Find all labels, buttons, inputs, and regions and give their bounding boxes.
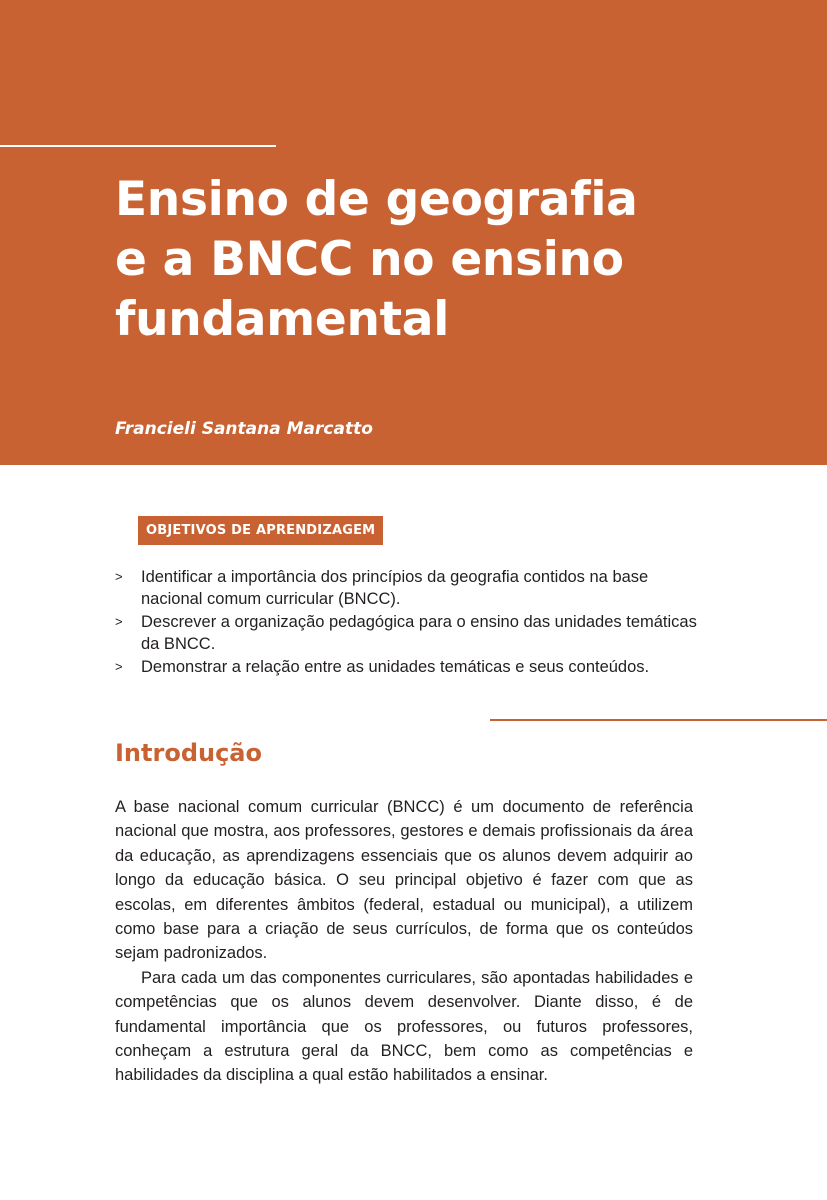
objective-text: Identificar a importância dos princípios da geografia contidos na base nacional comum curricular (BNCC). bbox=[141, 568, 649, 608]
section-divider bbox=[490, 719, 827, 721]
chapter-title-line: Ensino de geografia bbox=[115, 172, 638, 227]
chapter-title bbox=[115, 170, 765, 350]
body-paragraph: Para cada um das componentes curriculares, são apontadas habilidades e competências que os alunos devem desenvolver. Diante disso, é de fundamental importância que os professores, ou futuros professores, conheçam a estrutura geral da BNCC, bem como as competências e habilidades da disciplina a qual estão habilitados a ensinar. bbox=[115, 968, 693, 1085]
chapter-title-line: fundamental bbox=[115, 292, 450, 347]
chapter-author: Francieli Santana Marcatto bbox=[115, 419, 373, 439]
objective-item bbox=[115, 566, 705, 610]
chapter-header-band bbox=[0, 0, 827, 465]
body-paragraph: A base nacional comum curricular (BNCC) é um documento de referência nacional que mostra, aos professores, gestores e demais profissionais da área da educação, as aprendizagens essenciais que os alunos devem adquirir ao longo da educação básica. O seu principal objetivo é fazer com que as escolas, em diferentes âmbitos (federal, estadual ou municipal), a utilizem como base para a criação de seus currículos, de forma que os conteúdos sejam padronizados. bbox=[115, 798, 693, 963]
header-divider bbox=[0, 145, 276, 147]
objective-item bbox=[115, 656, 705, 678]
objectives-label: OBJETIVOS DE APRENDIZAGEM bbox=[138, 516, 383, 545]
introduction-body bbox=[115, 795, 693, 1088]
objective-text: Demonstrar a relação entre as unidades temáticas e seus conteúdos. bbox=[141, 658, 650, 676]
objective-text: Descrever a organização pedagógica para o ensino das unidades temáticas da BNCC. bbox=[141, 613, 697, 653]
chapter-title-line: e a BNCC no ensino bbox=[115, 232, 624, 287]
objective-item bbox=[115, 611, 705, 655]
objectives-list bbox=[115, 566, 705, 679]
chevron-right-icon: > bbox=[115, 569, 123, 584]
chevron-right-icon: > bbox=[115, 614, 123, 629]
section-heading: Introdução bbox=[115, 739, 262, 767]
chevron-right-icon: > bbox=[115, 659, 123, 674]
